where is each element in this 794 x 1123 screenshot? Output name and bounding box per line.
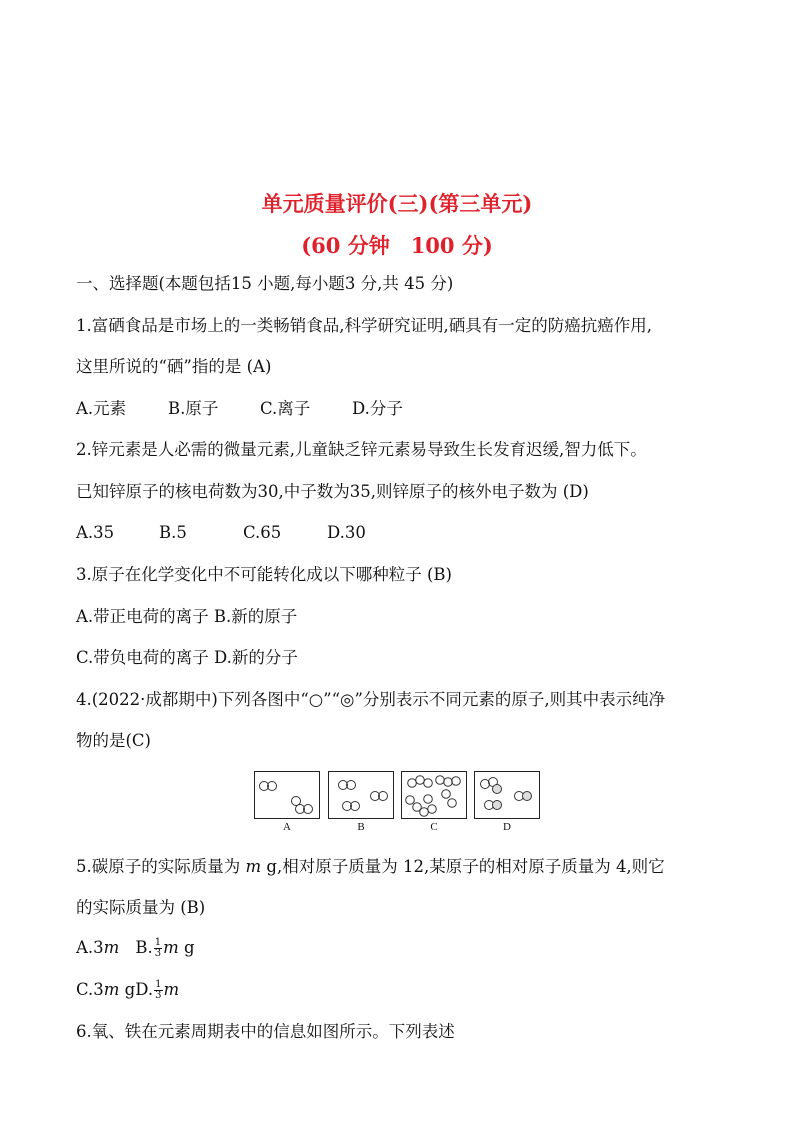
q5-stem-line2: 的实际质量为 (B) <box>76 898 206 917</box>
figure-label-c: C <box>430 821 438 833</box>
figure-label-d: D <box>503 821 511 833</box>
q5-option-a-label: A.3 <box>76 938 104 957</box>
q3-options-row2: C.带负电荷的离子 D.新的分子 <box>76 648 298 667</box>
q5-stem-part1: 5.碳原子的实际质量为 <box>76 857 246 876</box>
q3-stem: 3.原子在化学变化中不可能转化成以下哪种粒子 (B) <box>76 565 452 584</box>
page-subtitle: (60 分钟 100 分) <box>301 233 493 258</box>
q4-stem-line2: 物的是(C) <box>76 731 151 750</box>
page-title: 单元质量评价(三)(第三单元) <box>261 191 533 216</box>
q4-stem-line1: 4.(2022·成都期中)下列各图中“○”“◎”分别表示不同元素的原子,则其中表示纯净 <box>76 690 666 709</box>
q1-stem-line2: 这里所说的“硒”指的是 (A) <box>76 357 272 376</box>
q1-options <box>76 398 403 420</box>
q1-option-d: D.分子 <box>352 399 403 418</box>
section-heading: 一、选择题(本题包括15 小题,每小题3 分,共 45 分) <box>76 274 454 293</box>
q1-stem-line1: 1.富硒食品是市场上的一类畅销食品,科学研究证明,硒具有一定的防癌抗癌作用, <box>76 316 652 335</box>
q2-option-a: A.35 <box>76 523 115 542</box>
q2-option-b: B.5 <box>159 523 187 542</box>
q2-option-d: D.30 <box>327 523 366 542</box>
q3-options-row1: A.带正电荷的离子 B.新的原子 <box>76 607 298 626</box>
fraction-numerator: 1 <box>154 937 162 948</box>
q5-option-b-unit: g <box>178 938 195 957</box>
q1-option-c: C.离子 <box>260 399 311 418</box>
q5-option-d-var: m <box>163 980 180 999</box>
q5-option-a-var: m <box>103 938 120 957</box>
q5-options-row1 <box>76 937 195 959</box>
figure-box-d <box>474 771 540 819</box>
fraction-denominator: 3 <box>155 990 162 1001</box>
q2-option-c: C.65 <box>243 523 282 542</box>
q5-fraction-b <box>154 938 162 959</box>
fraction-numerator: 1 <box>155 979 162 990</box>
q5-option-c-label: C.3 <box>76 980 104 999</box>
q5-options-row2 <box>76 979 179 1001</box>
q6-stem: 6.氧、铁在元素周期表中的信息如图所示。下列表述 <box>76 1022 455 1041</box>
q2-stem-line2: 已知锌原子的核电荷数为30,中子数为35,则锌原子的核外电子数为 (D) <box>76 482 589 501</box>
q5-var-m: m <box>245 857 262 876</box>
q2-options <box>76 522 366 544</box>
figure-box-b <box>328 771 394 819</box>
fraction-denominator: 3 <box>154 948 162 959</box>
q5-stem-part2: g,相对原子质量为 12,某原子的相对原子质量为 4,则它 <box>261 857 665 876</box>
q1-option-a: A.元素 <box>76 399 127 418</box>
figure-box-c <box>401 771 467 819</box>
q5-stem-line1 <box>76 856 665 878</box>
figure-label-b: B <box>357 821 365 833</box>
q5-option-c-unit: g <box>119 980 136 999</box>
q5-option-c-var: m <box>103 980 120 999</box>
q2-stem-line1: 2.锌元素是人必需的微量元素,儿童缺乏锌元素易导致生长发育迟缓,智力低下。 <box>76 440 647 459</box>
q1-option-b: B.原子 <box>168 399 219 418</box>
q5-option-b-var: m <box>163 938 179 957</box>
q5-fraction-d <box>154 980 162 1001</box>
figure-label-a: A <box>283 821 291 833</box>
figure-box-a <box>254 771 320 819</box>
q5-option-d-label: D. <box>135 980 154 999</box>
q5-option-b-label: B. <box>135 938 153 957</box>
